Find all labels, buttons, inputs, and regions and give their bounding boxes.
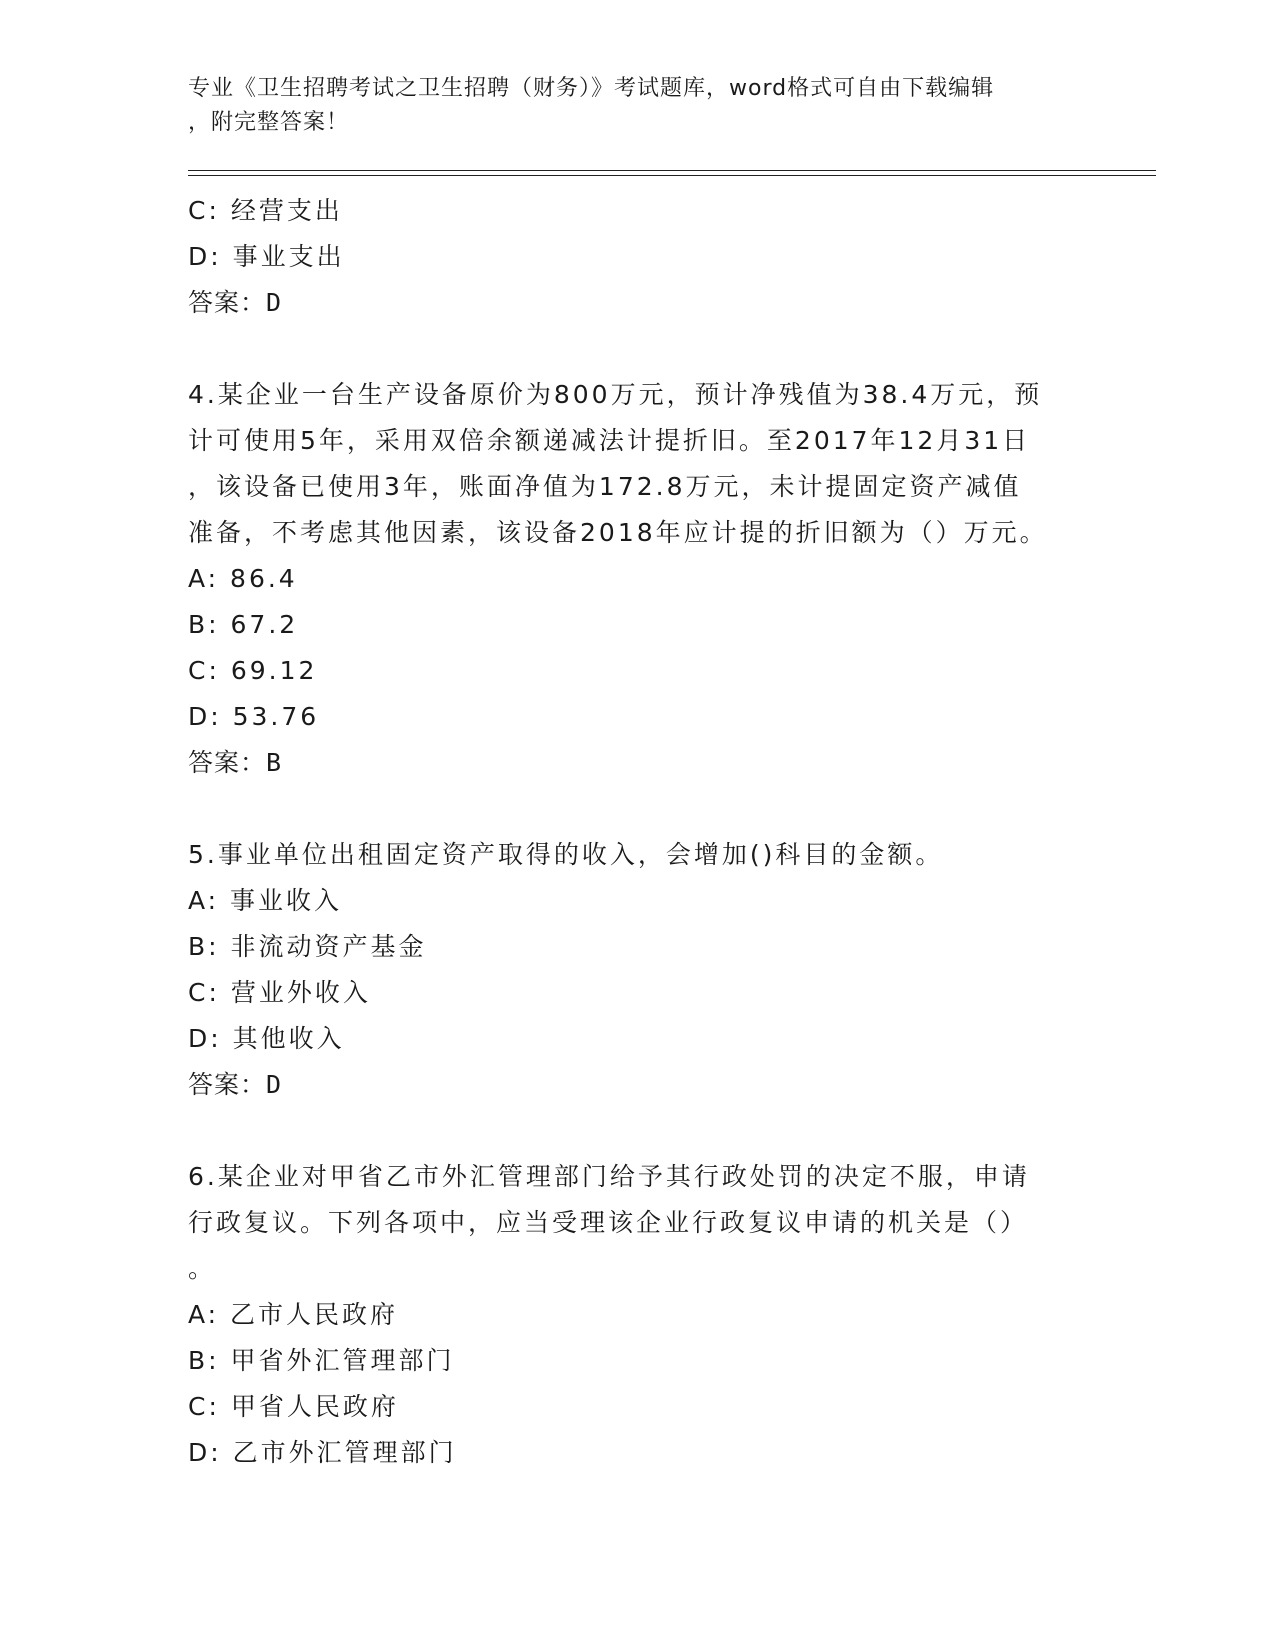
question-text-line: ，该设备已使用3年，账面净值为172.8万元，未计提固定资产减值 bbox=[188, 472, 1022, 501]
question-6 bbox=[188, 1154, 1088, 1476]
option-c: C: 营业外收入 bbox=[188, 978, 371, 1007]
option-d: D: 乙市外汇管理部门 bbox=[188, 1438, 457, 1467]
header-title-line-2: ，附完整答案！ bbox=[188, 110, 350, 135]
option-c: C: 甲省人民政府 bbox=[188, 1392, 399, 1421]
question-5 bbox=[188, 832, 1088, 1108]
answer-line: 答案：B bbox=[188, 748, 283, 777]
previous-question-tail bbox=[188, 188, 1088, 326]
option-d: D: 事业支出 bbox=[188, 242, 345, 271]
header-divider-top bbox=[188, 170, 1156, 171]
spacer bbox=[188, 786, 1088, 832]
option-b: B: 甲省外汇管理部门 bbox=[188, 1346, 455, 1375]
question-text-line: 。 bbox=[188, 1254, 217, 1283]
spacer bbox=[188, 1108, 1088, 1154]
question-text-line: 计可使用5年，采用双倍余额递减法计提折旧。至2017年12月31日 bbox=[188, 426, 1031, 455]
option-c: C: 经营支出 bbox=[188, 196, 343, 225]
option-d: D: 其他收入 bbox=[188, 1024, 345, 1053]
answer-line: 答案：D bbox=[188, 288, 283, 317]
option-b: B: 非流动资产基金 bbox=[188, 932, 427, 961]
question-text-line: 6.某企业对甲省乙市外汇管理部门给予其行政处罚的决定不服，申请 bbox=[188, 1162, 1030, 1191]
question-text-line: 5.事业单位出租固定资产取得的收入，会增加()科目的金额。 bbox=[188, 840, 944, 869]
question-4 bbox=[188, 372, 1088, 786]
question-text-line: 4.某企业一台生产设备原价为800万元，预计净残值为38.4万元，预 bbox=[188, 380, 1043, 409]
question-content bbox=[188, 188, 1088, 1476]
option-a: A: 事业收入 bbox=[188, 886, 343, 915]
option-a: A: 86.4 bbox=[188, 564, 298, 593]
option-d: D: 53.76 bbox=[188, 702, 320, 731]
answer-line: 答案：D bbox=[188, 1070, 283, 1099]
document-header bbox=[188, 72, 1088, 140]
header-divider-bottom bbox=[188, 175, 1156, 176]
spacer bbox=[188, 326, 1088, 372]
option-a: A: 乙市人民政府 bbox=[188, 1300, 399, 1329]
option-c: C: 69.12 bbox=[188, 656, 318, 685]
option-b: B: 67.2 bbox=[188, 610, 299, 639]
header-title-line-1: 专业《卫生招聘考试之卫生招聘（财务）》考试题库，word格式可自由下载编辑 bbox=[188, 76, 995, 101]
question-text-line: 行政复议。下列各项中，应当受理该企业行政复议申请的机关是（） bbox=[188, 1208, 1029, 1237]
question-text-line: 准备，不考虑其他因素，该设备2018年应计提的折旧额为（）万元。 bbox=[188, 518, 1048, 547]
